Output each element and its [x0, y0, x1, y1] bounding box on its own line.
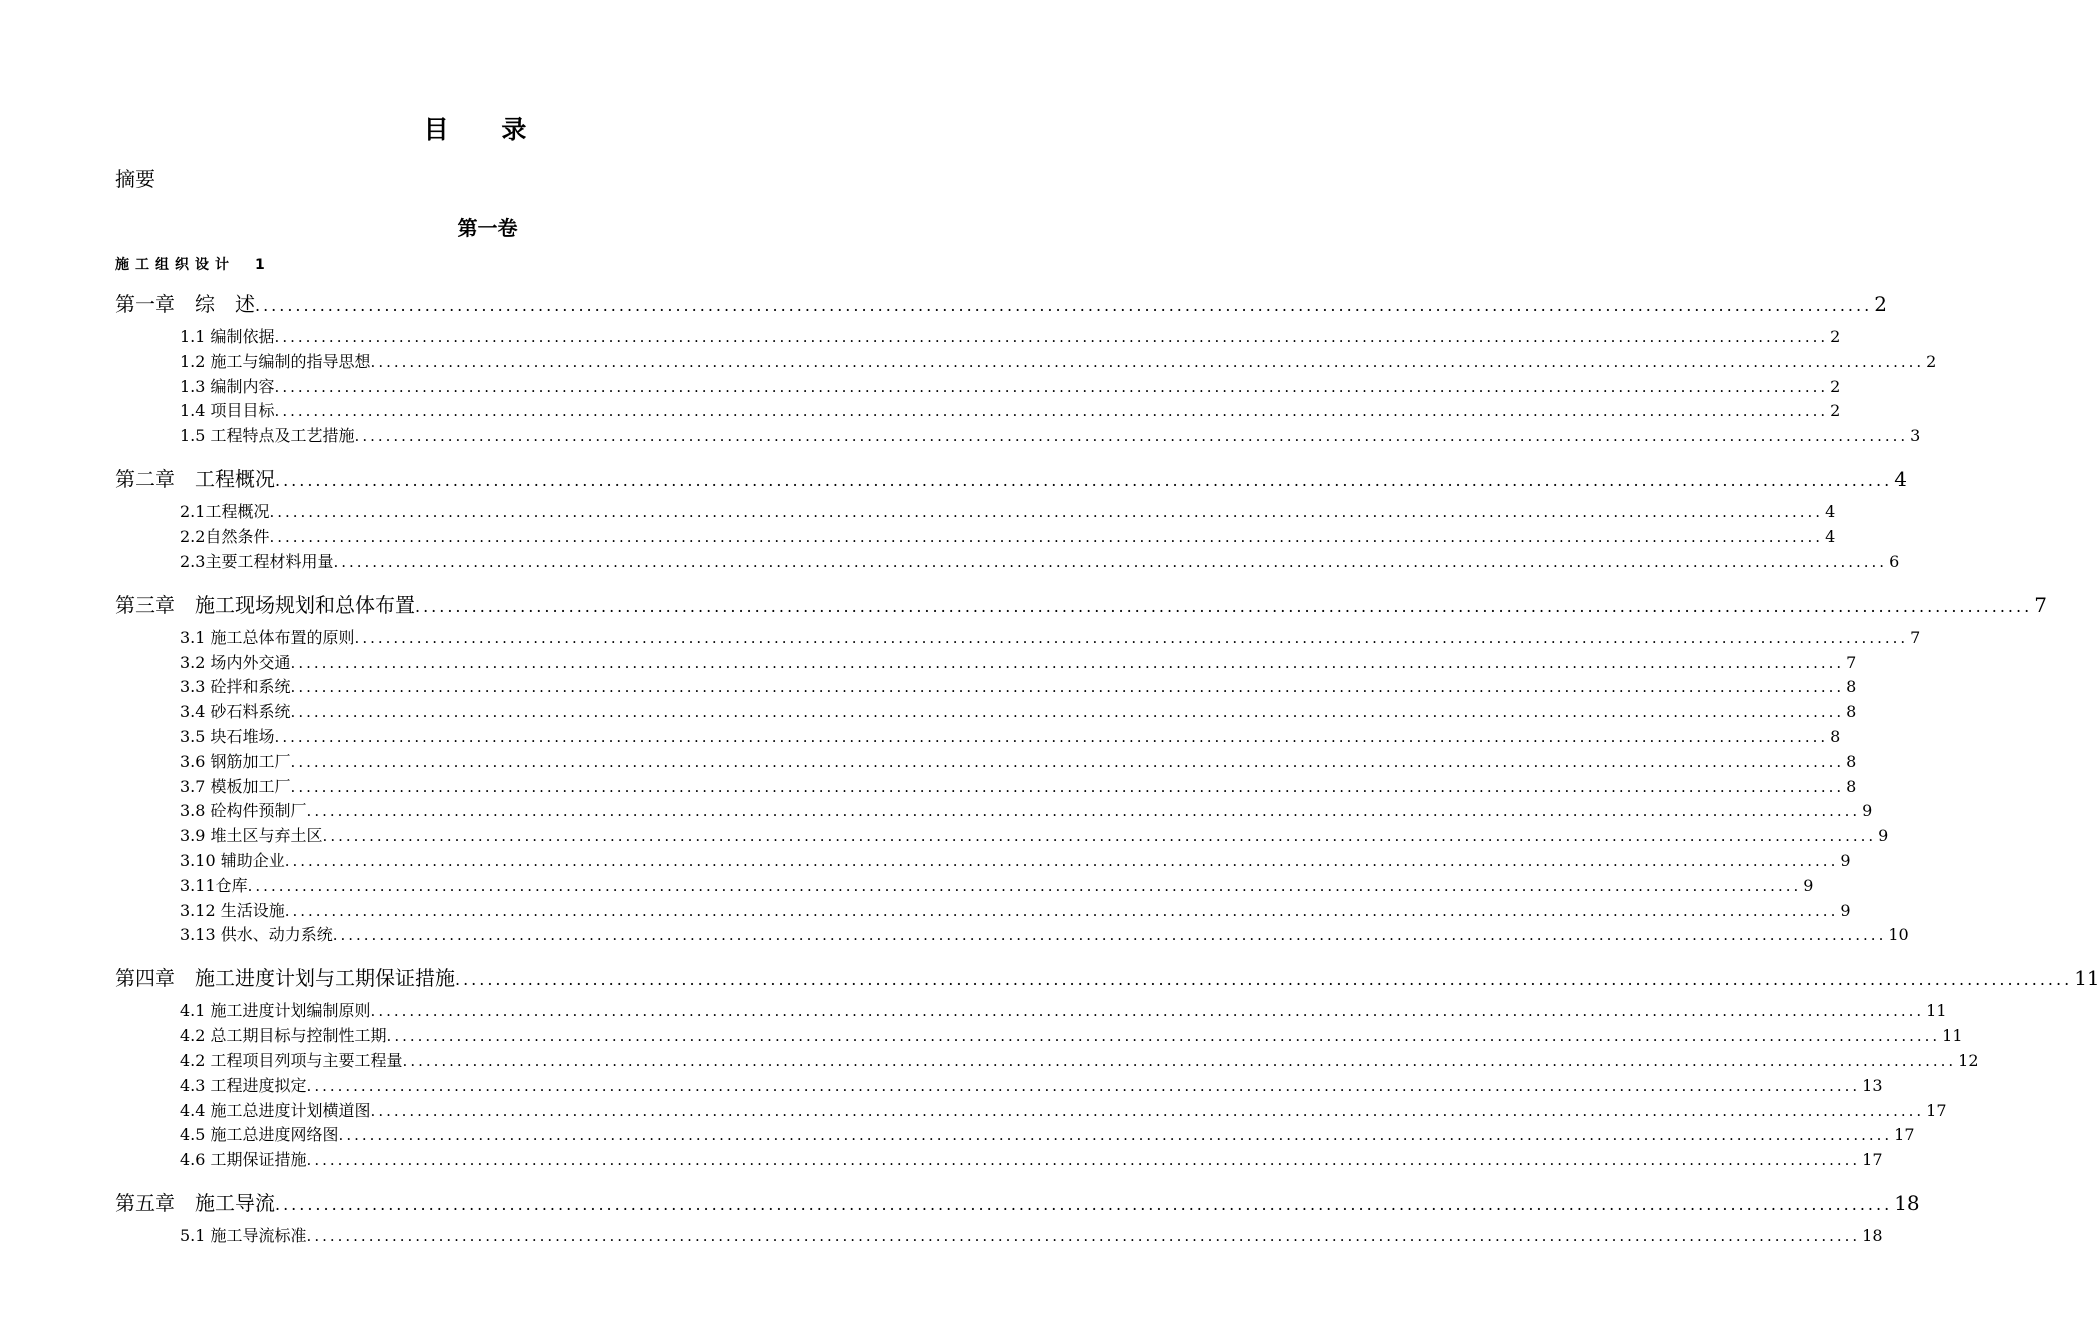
toc-section-entry[interactable] — [180, 1122, 1915, 1145]
toc-page-number: 9 — [1862, 801, 1873, 821]
abstract-link[interactable]: 摘要 — [115, 167, 155, 191]
toc-page-number: 8 — [1830, 727, 1841, 746]
toc-entry-label: 2.1工程概况 — [180, 502, 270, 522]
toc-entry-label: 1.4 项目目标 — [180, 401, 275, 421]
toc-chapter-entry[interactable] — [115, 962, 2100, 991]
toc-section-entry[interactable] — [180, 549, 1900, 571]
toc-dot-leader: ........................................................................................................................................................................................................ — [247, 876, 1802, 895]
toc-section-entry[interactable] — [180, 499, 1836, 522]
toc-page-number: 11 — [1942, 1026, 1963, 1046]
toc-dot-leader: ........................................................................................................................................................................................................ — [333, 552, 1888, 571]
toc-page-number: 2 — [1830, 327, 1841, 346]
toc-page-number: 17 — [1926, 1100, 1947, 1120]
toc-section-entry[interactable] — [180, 1023, 1963, 1046]
toc-page-number: 8 — [1846, 677, 1857, 697]
toc-chapter-entry[interactable] — [115, 288, 1887, 316]
toc-page-number: 11 — [2074, 966, 2100, 991]
part-heading: 施工组织设计 1 — [115, 257, 271, 273]
toc-section-entry[interactable] — [180, 374, 1841, 396]
toc-page-number: 8 — [1846, 702, 1857, 722]
toc-section-entry[interactable] — [180, 1147, 1883, 1170]
toc-dot-leader: ........................................................................................................................................................................................................ — [370, 352, 1925, 371]
toc-dot-leader: ........................................................................................................................................................................................................ — [290, 752, 1845, 771]
toc-dot-leader: ........................................................................................................................................................................................................ — [338, 1126, 1893, 1145]
toc-page-number: 11 — [1926, 1001, 1947, 1021]
toc-dot-leader: ........................................................................................................................................................................................................ — [274, 728, 1829, 746]
toc-entry-label: 4.5 施工总进度网络图 — [180, 1125, 339, 1145]
toc-section-entry[interactable] — [180, 349, 1937, 371]
toc-entry-label: 3.2 场内外交通 — [180, 652, 291, 672]
toc-dot-leader: ........................................................................................................................................................................................................ — [290, 777, 1845, 796]
toc-page-number: 7 — [1846, 652, 1857, 672]
toc-entry-label: 5.1 施工导流标准 — [180, 1226, 307, 1246]
toc-entry-label: 4.1 施工进度计划编制原则 — [180, 1001, 371, 1021]
toc-entry-label: 1.2 施工与编制的指导思想 — [180, 351, 371, 371]
toc-page-number: 4 — [1894, 467, 1907, 492]
toc-dot-leader: ........................................................................................................................................................................................................ — [354, 628, 1909, 647]
toc-dot-leader: ........................................................................................................................................................................................................ — [306, 1227, 1861, 1246]
toc-dot-leader: ........................................................................................................................................................................................................ — [322, 827, 1877, 846]
toc-entry-label: 3.10 辅助企业 — [180, 851, 285, 870]
toc-section-entry[interactable] — [180, 1048, 1979, 1070]
toc-entry-label: 3.12 生活设施 — [180, 900, 285, 920]
toc-section-entry[interactable] — [180, 699, 1857, 722]
toc-chapter-entry[interactable] — [115, 589, 2047, 617]
toc-entry-label: 3.6 钢筋加工厂 — [180, 751, 291, 771]
toc-page-number: 7 — [1910, 627, 1921, 647]
toc-page-number: 6 — [1889, 551, 1900, 571]
toc-section-entry[interactable] — [180, 398, 1841, 421]
toc-dot-leader: ........................................................................................................................................................................................................ — [275, 471, 1893, 491]
toc-page-number: 7 — [2034, 592, 2047, 617]
toc-entry-label: 4.2 工程项目列项与主要工程量 — [180, 1051, 403, 1070]
page-title: 目 录 — [423, 115, 549, 144]
toc-dot-leader: ........................................................................................................................................................................................................ — [415, 596, 2033, 616]
toc-dot-leader: ........................................................................................................................................................................................................ — [255, 296, 1873, 315]
toc-dot-leader: ........................................................................................................................................................................................................ — [290, 653, 1845, 672]
toc-entry-label: 3.11仓库 — [180, 875, 248, 895]
toc-section-entry[interactable] — [180, 524, 1836, 546]
toc-dot-leader: ........................................................................................................................................................................................................ — [269, 528, 1824, 546]
toc-section-entry[interactable] — [180, 324, 1841, 346]
toc-page-number: 2 — [1830, 401, 1841, 421]
toc-page-number: 17 — [1862, 1150, 1883, 1170]
toc-section-entry[interactable] — [180, 1098, 1947, 1120]
toc-entry-label: 3.9 堆土区与弃土区 — [180, 826, 323, 846]
toc-dot-leader: ........................................................................................................................................................................................................ — [354, 427, 1909, 446]
toc-entry-label: 3.8 砼构件预制厂 — [180, 801, 307, 821]
toc-section-entry[interactable] — [180, 724, 1841, 746]
toc-page-number: 13 — [1862, 1075, 1883, 1095]
toc-dot-leader: ........................................................................................................................................................................................................ — [274, 377, 1829, 396]
toc-page-number: 8 — [1846, 776, 1857, 796]
toc-dot-leader: ........................................................................................................................................................................................................ — [269, 503, 1824, 522]
toc-section-entry[interactable] — [180, 625, 1921, 647]
toc-section-entry[interactable] — [180, 1223, 1883, 1246]
toc-dot-leader: ........................................................................................................................................................................................................ — [455, 970, 2073, 990]
toc-entry-label: 4.4 施工总进度计划横道图 — [180, 1100, 371, 1120]
toc-page-number: 10 — [1888, 925, 1909, 945]
toc-section-entry[interactable] — [180, 650, 1857, 672]
toc-entry-label: 3.1 施工总体布置的原则 — [180, 627, 355, 647]
toc-page-number: 17 — [1894, 1125, 1915, 1145]
toc-entry-label: 4.6 工期保证措施 — [180, 1150, 307, 1170]
toc-dot-leader: ........................................................................................................................................................................................................ — [275, 1195, 1893, 1215]
toc-section-entry[interactable] — [180, 1073, 1883, 1095]
toc-entry-label: 3.13 供水、动力系统 — [180, 925, 333, 945]
toc-entry-label: 3.5 块石堆场 — [180, 727, 275, 746]
toc-entry-label: 1.3 编制内容 — [180, 376, 275, 396]
toc-entry-label: 1.1 编制依据 — [180, 327, 275, 346]
toc-page-number: 9 — [1840, 851, 1851, 870]
toc-page-number: 2 — [1926, 351, 1937, 371]
toc-entry-label: 第四章 施工进度计划与工期保证措施 — [115, 966, 455, 991]
toc-section-entry[interactable] — [180, 774, 1857, 796]
toc-chapter-entry[interactable] — [115, 1187, 1920, 1216]
toc-entry-label: 第三章 施工现场规划和总体布置 — [115, 592, 415, 617]
toc-page-number: 9 — [1840, 900, 1851, 920]
toc-page-number: 2 — [1874, 292, 1887, 316]
toc-dot-leader: ........................................................................................................................................................................................................ — [284, 852, 1839, 870]
toc-entry-label: 3.3 砼拌和系统 — [180, 677, 291, 697]
toc-dot-leader: ........................................................................................................................................................................................................ — [284, 901, 1839, 920]
toc-dot-leader: ........................................................................................................................................................................................................ — [306, 1151, 1861, 1170]
toc-section-entry[interactable] — [180, 823, 1889, 846]
toc-page-number: 4 — [1825, 502, 1836, 522]
toc-page-number: 9 — [1878, 826, 1889, 846]
toc-page-number: 9 — [1803, 875, 1814, 895]
toc-entry-label: 第一章 综 述 — [115, 292, 255, 316]
toc-dot-leader: ........................................................................................................................................................................................................ — [290, 703, 1845, 722]
toc-section-entry[interactable] — [180, 998, 1947, 1021]
toc-entry-label: 2.2自然条件 — [180, 527, 270, 546]
toc-page-number: 18 — [1894, 1191, 1920, 1216]
toc-page-number: 18 — [1862, 1226, 1883, 1246]
toc-entry-label: 4.2 总工期目标与控制性工期 — [180, 1026, 387, 1046]
toc-entry-label: 第五章 施工导流 — [115, 1191, 275, 1216]
toc-section-entry[interactable] — [180, 848, 1851, 870]
toc-section-entry[interactable] — [180, 798, 1873, 821]
toc-dot-leader: ........................................................................................................................................................................................................ — [306, 802, 1861, 821]
toc-entry-label: 1.5 工程特点及工艺措施 — [180, 426, 355, 446]
toc-section-entry[interactable] — [180, 674, 1857, 697]
toc-section-entry[interactable] — [180, 898, 1851, 920]
toc-dot-leader: ........................................................................................................................................................................................................ — [386, 1027, 1941, 1046]
toc-entry-label: 2.3主要工程材料用量 — [180, 551, 334, 571]
toc-page-number: 12 — [1958, 1051, 1979, 1070]
toc-dot-leader: ........................................................................................................................................................................................................ — [274, 402, 1829, 421]
toc-page-number: 2 — [1830, 376, 1841, 396]
toc-entry-label: 3.4 砂石料系统 — [180, 702, 291, 722]
toc-page-number: 4 — [1825, 527, 1836, 546]
toc-section-entry[interactable] — [180, 423, 1921, 446]
toc-entry-label: 4.3 工程进度拟定 — [180, 1075, 307, 1095]
toc-dot-leader: ........................................................................................................................................................................................................ — [402, 1052, 1957, 1070]
toc-entry-label: 第二章 工程概况 — [115, 467, 275, 492]
toc-chapter-entry[interactable] — [115, 463, 1907, 492]
toc-dot-leader: ........................................................................................................................................................................................................ — [370, 1002, 1925, 1021]
toc-section-entry[interactable] — [180, 922, 1909, 945]
toc-entry-label: 3.7 模板加工厂 — [180, 776, 291, 796]
toc-dot-leader: ........................................................................................................................................................................................................ — [332, 926, 1887, 945]
toc-dot-leader: ........................................................................................................................................................................................................ — [370, 1101, 1925, 1120]
volume-heading: 第一卷 — [457, 216, 518, 240]
toc-section-entry[interactable] — [180, 749, 1857, 771]
toc-dot-leader: ........................................................................................................................................................................................................ — [290, 678, 1845, 697]
toc-dot-leader: ........................................................................................................................................................................................................ — [306, 1076, 1861, 1095]
toc-section-entry[interactable] — [180, 873, 1814, 895]
toc-page-number: 8 — [1846, 751, 1857, 771]
toc-page-number: 3 — [1910, 426, 1921, 446]
toc-dot-leader: ........................................................................................................................................................................................................ — [274, 328, 1829, 346]
